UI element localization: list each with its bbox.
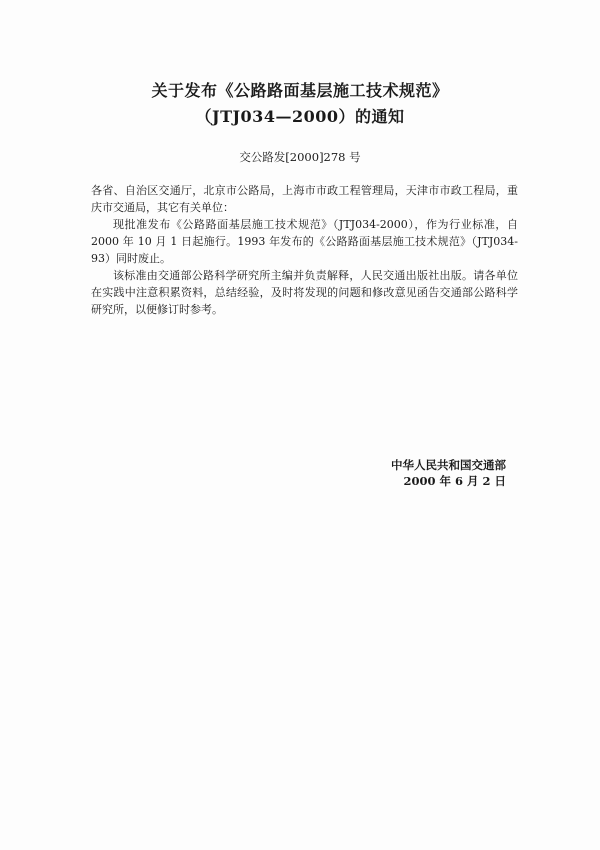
- document-number: 交公路发[2000]278 号: [239, 150, 361, 164]
- body-paragraph-1: 现批准发布《公路路面基层施工技术规范》（JTJ034-2000），作为行业标准，自 2000 年 10 月 1 日起施行。1993 年发布的《公路路面基层施工技术规范》（JTJ034-93）同时废止。: [91, 218, 518, 265]
- body-paragraph-2: 该标准由交通部公路科学研究所主编并负责解释，人民交通出版社出版。请各单位在实践中注意积累资料，总结经验，及时将发现的问题和修改意见函告交通部公路科学研究所，以便修订时参考。: [91, 269, 518, 316]
- title-line-2: （JTJ034—2000）的通知: [195, 107, 405, 126]
- document-body: [91, 182, 518, 318]
- issue-date: 2000 年 6 月 2 日: [403, 474, 506, 488]
- issuer-name: 中华人民共和国交通部: [391, 458, 506, 472]
- recipients-paragraph: 各省、自治区交通厅，北京市公路局，上海市市政工程管理局，天津市市政工程局，重庆市交通局，其它有关单位：: [91, 184, 518, 214]
- title-line-1: 关于发布《公路路面基层施工技术规范》: [151, 81, 449, 100]
